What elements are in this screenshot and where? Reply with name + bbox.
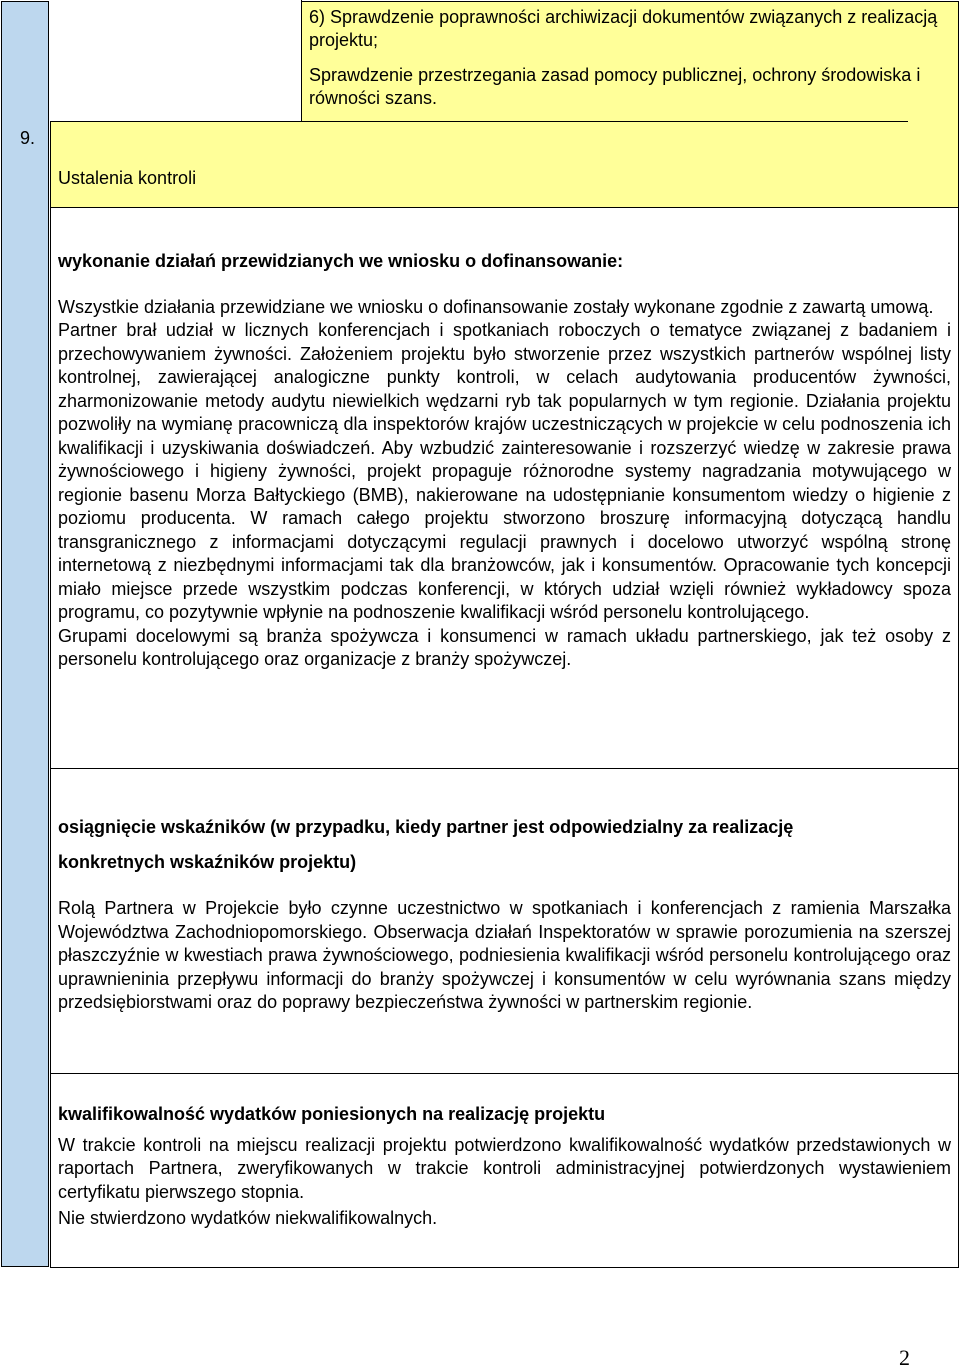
divider: [302, 121, 908, 122]
page-number: 2: [899, 1345, 910, 1370]
block-indicators-heading-2: konkretnych wskaźników projektu): [58, 851, 357, 872]
block-activities-heading: wykonanie działań przewidzianych we wniosku o dofinansowanie:: [58, 251, 624, 271]
block-activities-text: [58, 250, 951, 672]
row-number: 9.: [20, 128, 36, 148]
paragraph: W trakcie kontroli na miejscu realizacji projektu potwierdzono kwalifikowalność wydatków przedstawionych w raportach Partnera, zweryfikowanych w trakcie kontroli administracyjnej potwierdzonych wystawieniem certyfikatu pierwszego stopnia.: [58, 1134, 951, 1202]
block-indicators-text: [58, 816, 951, 1015]
paragraph: Grupami docelowymi są branża spożywcza i konsumenci w ramach układu partnerskiego, jak też osoby z personelu kontrolującego oraz organizacje z branży spożywczej.: [58, 625, 951, 669]
scope-item-7: Sprawdzenie przestrzegania zasad pomocy publicznej, ochrony środowiska i równości szans.: [309, 65, 921, 108]
scope-item-6: 6) Sprawdzenie poprawności archiwizacji dokumentów związanych z realizacją projektu;: [309, 7, 938, 50]
block-indicators-heading-1: osiągnięcie wskaźników (w przypadku, kiedy partner jest odpowiedzialny za realizację: [58, 817, 794, 837]
paragraph: Rolą Partnera w Projekcie było czynne uczestnictwo w spotkaniach i konferencjach z ramienia Marszałka Województwa Zachodniopomorskiego. Obserwacja działań Inspektoratów w sprawie porozumienia na szerszej płaszczyźnie w kwestiach prawa żywnościowego, podniesienia kwalifikacji wśród personelu kontrolującego oraz uprawnieninia przepływu informacji do branży spożywczej i konsumentów w celu wyrównania szans między przedsiębiorstwami oraz do poprawy bezpieczeństwa żywności w partnerskim regionie.: [58, 898, 951, 1012]
paragraph: Partner brał udział w licznych konferencjach i spotkaniach roboczych o tematyce związanej z badaniem i przechowywaniem żywności. Założeniem projektu było stworzenie przez wszystkich partnerów wspólnej listy kontrolnej, zawierającej analogiczne punkty kontroli, w celach audytowania producentów żywności, zharmonizowanie metody audytu niewielkich wędzarni ryb tak popularnych w tym regionie. Działania projektu pozwoliły na wymianę pracowniczą dla inspektorów krajów uczestniczących w projekcie w celu podnoszenia ich kwalifikacji i uzyskiwania doświadczeń. Aby wzbudzić zainteresowanie i rozszerzyć wiedzę w zakresie prawa żywnościowego i higieny żywności, projekt propaguje różnorodne systemy nagradzania motywującego w regionie basenu Morza Bałtyckiego (BMB), nakierowane na udostępnianie konsumentom wiedzy o higienie z poziomu producenta. W ramach całego projektu stworzono broszurę informacyjną dotyczącą handlu transgranicznego z informacjami dotyczącymi regulacji prawnych i docelowo utworzyć wspólną stronę internetową z niezbędnymi informacjami tak dla branżowców, jak i konsumentów. Opracowanie tych koncepcji miało miejsce przede wszystkim podczas konferencji, w których udział wzięli również wykładowcy spoza programu, co pozytywnie wpłynie na podnoszenie kwalifikacji wśród personelu kontrolującego.: [58, 320, 951, 622]
block-eligibility-text: [58, 1103, 951, 1231]
control-scope-list: [309, 6, 954, 110]
empty-cell: [50, 0, 302, 122]
row-number-column: [1, 1, 49, 1267]
paragraph: Wszystkie działania przewidziane we wniosku o dofinansowanie zostały wykonane zgodnie z zawartą umową.: [58, 296, 934, 317]
block-eligibility-heading: kwalifikowalność wydatków poniesionych na realizację projektu: [58, 1104, 606, 1124]
paragraph: Nie stwierdzono wydatków niekwalifikowalnych.: [58, 1208, 438, 1228]
section-title: Ustalenia kontroli: [58, 168, 197, 188]
